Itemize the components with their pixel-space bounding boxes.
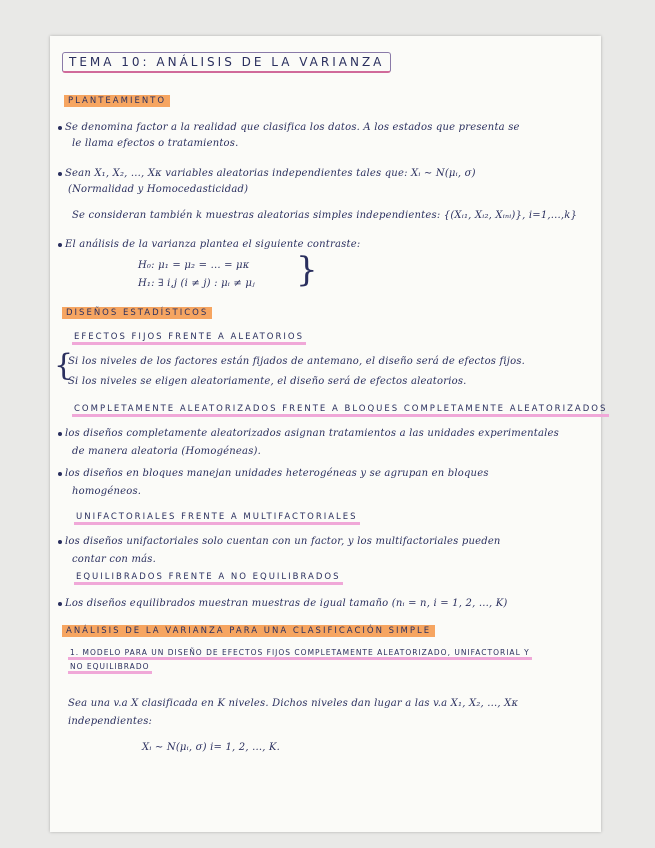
right-brace-icon: } xyxy=(296,250,318,290)
model-heading-cont: NO EQUILIBRADO xyxy=(68,662,152,671)
subheading-unifactoriales: UNIFACTORIALES FRENTE A MULTIFACTORIALES xyxy=(74,512,360,522)
bullet-icon xyxy=(58,126,62,130)
text-line: Se consideran también k muestras aleatorias simples independientes: {(Xᵢ₁, Xᵢ₂, Xᵢₙᵢ)}, i=1,...,k} xyxy=(72,210,578,221)
text-line: independientes: xyxy=(68,716,153,727)
section-heading-disenos: DISEÑOS ESTADÍSTICOS xyxy=(62,308,212,318)
text-line: El análisis de la varianza plantea el siguiente contraste: xyxy=(58,239,360,250)
text-line: Se denomina factor a la realidad que clasifica los datos. A los estados que presenta se xyxy=(58,122,520,133)
bullet-icon xyxy=(58,243,62,247)
text-line: Si los niveles se eligen aleatoriamente, el diseño será de efectos aleatorios. xyxy=(68,376,467,387)
model-heading: 1. MODELO PARA UN DISEÑO DE EFECTOS FIJOS COMPLETAMENTE ALEATORIZADO, UNIFACTORIAL Y xyxy=(68,648,532,657)
section-heading-planteamiento: PLANTEAMIENTO xyxy=(64,96,170,106)
bullet-icon xyxy=(58,602,62,606)
text-line: contar con más. xyxy=(72,554,156,565)
bullet-icon xyxy=(58,472,62,476)
subheading-equilibrados: EQUILIBRADOS FRENTE A NO EQUILIBRADOS xyxy=(74,572,343,582)
text-line: los diseños unifactoriales solo cuentan con un factor, y los multifactoriales pueden xyxy=(58,536,501,547)
formula-line: Xᵢ ∼ N(μᵢ, σ) i= 1, 2, ..., K. xyxy=(142,742,281,753)
text-line: de manera aleatoria (Homogéneas). xyxy=(72,446,262,457)
subheading-completos: COMPLETAMENTE ALEATORIZADOS FRENTE A BLOQUES COMPLETAMENTE ALEATORIZADOS xyxy=(72,404,609,414)
hypothesis-h0: H₀: μ₁ = μ₂ = ... = μκ xyxy=(138,260,250,271)
hypothesis-h1: H₁: ∃ i,j (i ≠ j) : μᵢ ≠ μⱼ xyxy=(138,278,255,289)
bullet-icon xyxy=(58,540,62,544)
text-line: Sean X₁, X₂, ..., Xκ variables aleatorias independientes tales que: Xᵢ ∼ N(μᵢ, σ) xyxy=(58,168,476,179)
text-line: (Normalidad y Homocedasticidad) xyxy=(68,184,249,195)
text-line: le llama efectos o tratamientos. xyxy=(72,138,239,149)
text-line: Si los niveles de los factores están fijados de antemano, el diseño será de efectos fijos. xyxy=(68,356,526,367)
text-line: los diseños en bloques manejan unidades heterogéneas y se agrupan en bloques xyxy=(58,468,489,479)
text-line: Sea una v.a X clasificada en K niveles. Dichos niveles dan lugar a las v.a X₁, X₂, ..., Xκ xyxy=(68,698,519,709)
text-line: los diseños completamente aleatorizados asignan tratamientos a las unidades experimentales xyxy=(58,428,559,439)
text-line: Los diseños equilibrados muestran muestras de igual tamaño (nᵢ = n, i = 1, 2, ..., K) xyxy=(58,598,508,609)
text-line: homogéneos. xyxy=(72,486,142,497)
bullet-icon xyxy=(58,172,62,176)
section-heading-analisis: ANÁLISIS DE LA VARIANZA PARA UNA CLASIFICACIÓN SIMPLE xyxy=(62,626,435,636)
bullet-icon xyxy=(58,432,62,436)
subheading-efectos: EFECTOS FIJOS FRENTE A ALEATORIOS xyxy=(72,332,306,342)
notes-page xyxy=(50,36,608,832)
page-title: TEMA 10: ANÁLISIS DE LA VARIANZA xyxy=(62,52,391,73)
left-brace-icon: { xyxy=(54,348,74,383)
